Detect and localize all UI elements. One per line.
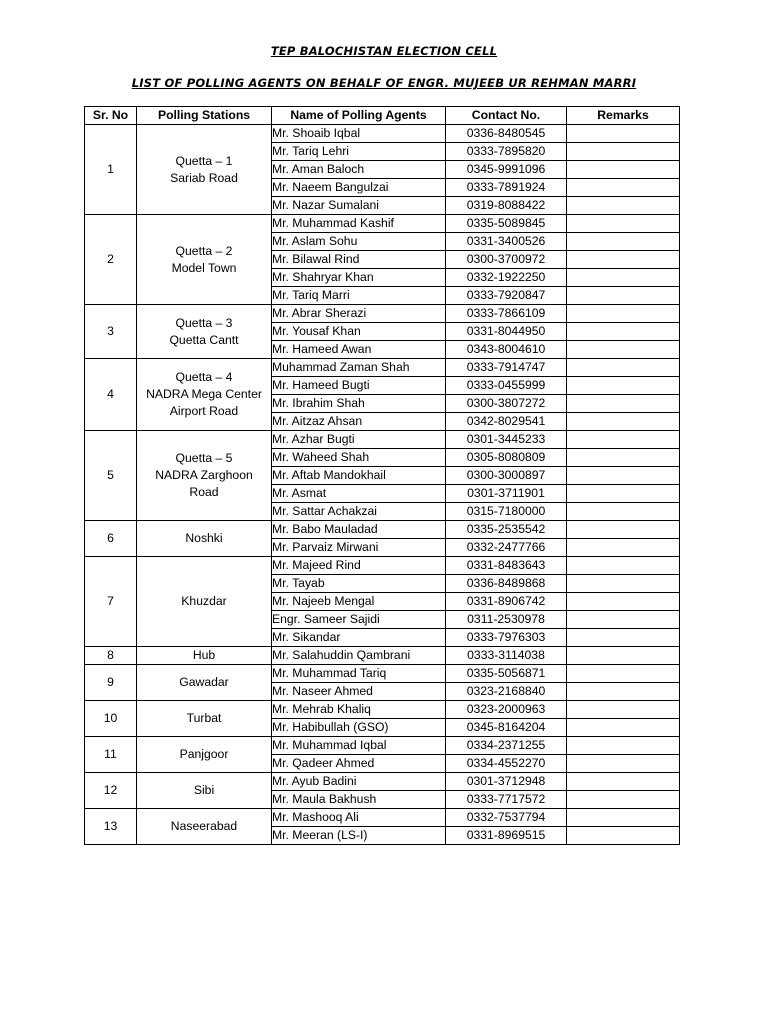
agent-name-cell: Mr. Tayab [272,575,446,593]
serial-number-cell: 9 [85,665,137,701]
agent-name-cell: Mr. Nazar Sumalani [272,197,446,215]
contact-number-cell: 0331-8969515 [446,827,567,845]
remarks-cell [567,323,680,341]
agent-name-cell: Mr. Mashooq Ali [272,809,446,827]
agent-name-cell: Mr. Ibrahim Shah [272,395,446,413]
agent-name-cell: Mr. Parvaiz Mirwani [272,539,446,557]
agent-name-cell: Mr. Muhammad Iqbal [272,737,446,755]
contact-number-cell: 0333-7866109 [446,305,567,323]
remarks-cell [567,359,680,377]
contact-number-cell: 0333-7717572 [446,791,567,809]
polling-station-line: Hub [192,648,216,662]
column-header-agent-name: Name of Polling Agents [272,107,446,125]
contact-number-cell: 0300-3700972 [446,251,567,269]
remarks-cell [567,647,680,665]
polling-station-cell [137,737,272,773]
remarks-cell [567,701,680,719]
polling-station-cell [137,665,272,701]
agent-name-cell: Mr. Hameed Bugti [272,377,446,395]
polling-station-cell [137,647,272,665]
serial-number-cell: 6 [85,521,137,557]
contact-number-cell: 0300-3000897 [446,467,567,485]
remarks-cell [567,233,680,251]
agent-name-cell: Mr. Abrar Sherazi [272,305,446,323]
contact-number-cell: 0300-3807272 [446,395,567,413]
polling-station-line: Quetta Cantt [169,332,239,347]
agent-name-cell: Mr. Aslam Sohu [272,233,446,251]
remarks-cell [567,665,680,683]
polling-station-cell [137,125,272,215]
contact-number-cell: 0333-3114038 [446,647,567,665]
serial-number-cell: 10 [85,701,137,737]
remarks-cell [567,449,680,467]
contact-number-cell: 0332-7537794 [446,809,567,827]
agent-name-cell: Engr. Sameer Sajidi [272,611,446,629]
table-body [85,125,680,845]
agent-name-cell: Mr. Salahuddin Qambrani [272,647,446,665]
table-row [85,215,680,233]
table-row [85,809,680,827]
contact-number-cell: 0333-0455999 [446,377,567,395]
serial-number-cell: 8 [85,647,137,665]
contact-number-cell: 0334-4552270 [446,755,567,773]
agent-name-cell: Mr. Shahryar Khan [272,269,446,287]
remarks-cell [567,431,680,449]
agent-name-cell: Mr. Naseer Ahmed [272,683,446,701]
agent-name-cell: Mr. Qadeer Ahmed [272,755,446,773]
polling-station-cell [137,215,272,305]
agent-name-cell: Mr. Meeran (LS-I) [272,827,446,845]
polling-station-line: Khuzdar [181,594,227,608]
polling-station-cell [137,305,272,359]
serial-number-cell: 5 [85,431,137,521]
remarks-cell [567,413,680,431]
remarks-cell [567,287,680,305]
agent-name-cell: Mr. Majeed Rind [272,557,446,575]
agent-name-cell: Mr. Habibullah (GSO) [272,719,446,737]
agent-name-cell: Mr. Najeeb Mengal [272,593,446,611]
table-row [85,521,680,539]
agent-name-cell: Mr. Yousaf Khan [272,323,446,341]
polling-station-line: Sariab Road [170,170,238,185]
agent-name-cell: Mr. Aitzaz Ahsan [272,413,446,431]
agent-name-cell: Mr. Sattar Achakzai [272,503,446,521]
remarks-cell [567,485,680,503]
contact-number-cell: 0334-2371255 [446,737,567,755]
remarks-cell [567,215,680,233]
serial-number-cell: 7 [85,557,137,647]
table-header-row [85,107,680,125]
polling-station-cell [137,431,272,521]
contact-number-cell: 0315-7180000 [446,503,567,521]
agent-name-cell: Mr. Ayub Badini [272,773,446,791]
polling-station-line: Quetta – 5 [175,451,233,465]
polling-station-cell [137,521,272,557]
agent-name-cell: Mr. Asmat [272,485,446,503]
contact-number-cell: 0331-8906742 [446,593,567,611]
contact-number-cell: 0323-2000963 [446,701,567,719]
remarks-cell [567,593,680,611]
contact-number-cell: 0335-5056871 [446,665,567,683]
table-row [85,737,680,755]
contact-number-cell: 0342-8029541 [446,413,567,431]
remarks-cell [567,377,680,395]
agent-name-cell: Mr. Muhammad Tariq [272,665,446,683]
polling-station-line: NADRA Zarghoon [155,468,253,482]
agent-name-cell: Mr. Waheed Shah [272,449,446,467]
agent-name-cell: Mr. Tariq Lehri [272,143,446,161]
polling-station-line: Naseerabad [170,819,238,833]
remarks-cell [567,197,680,215]
agent-name-cell: Mr. Maula Bakhush [272,791,446,809]
contact-number-cell: 0323-2168840 [446,683,567,701]
contact-number-cell: 0311-2530978 [446,611,567,629]
contact-number-cell: 0335-2535542 [446,521,567,539]
table-row [85,701,680,719]
remarks-cell [567,503,680,521]
document-title: TEP BALOCHISTAN ELECTION CELL [270,44,498,58]
contact-number-cell: 0335-5089845 [446,215,567,233]
agent-name-cell: Mr. Aftab Mandokhail [272,467,446,485]
polling-station-line: NADRA Mega Center [146,387,262,401]
polling-station-cell [137,359,272,431]
contact-number-cell: 0345-9991096 [446,161,567,179]
table-row [85,773,680,791]
remarks-cell [567,395,680,413]
polling-station-line: Quetta – 3 [175,315,233,330]
column-header-sr-no: Sr. No [85,107,137,125]
serial-number-cell: 3 [85,305,137,359]
polling-station-line: Noshki [185,531,223,545]
remarks-cell [567,683,680,701]
agent-name-cell: Mr. Shoaib Iqbal [272,125,446,143]
contact-number-cell: 0305-8080809 [446,449,567,467]
remarks-cell [567,269,680,287]
remarks-cell [567,251,680,269]
polling-station-line: Model Town [171,260,237,275]
agent-name-cell: Mr. Muhammad Kashif [272,215,446,233]
polling-station-line: Panjgoor [179,747,229,761]
contact-number-cell: 0345-8164204 [446,719,567,737]
column-header-contact: Contact No. [446,107,567,125]
contact-number-cell: 0319-8088422 [446,197,567,215]
agent-name-cell: Mr. Tariq Marri [272,287,446,305]
contact-number-cell: 0333-7895820 [446,143,567,161]
contact-number-cell: 0332-2477766 [446,539,567,557]
serial-number-cell: 2 [85,215,137,305]
contact-number-cell: 0343-8004610 [446,341,567,359]
table-row [85,359,680,377]
table-row [85,557,680,575]
remarks-cell [567,809,680,827]
agent-name-cell: Mr. Aman Baloch [272,161,446,179]
polling-station-line: Sibi [193,783,215,797]
column-header-remarks: Remarks [567,107,680,125]
polling-station-line: Airport Road [169,404,239,418]
agent-name-cell: Mr. Azhar Bugti [272,431,446,449]
contact-number-cell: 0333-7914747 [446,359,567,377]
contact-number-cell: 0301-3712948 [446,773,567,791]
polling-station-line: Gawadar [179,675,229,689]
polling-station-cell [137,809,272,845]
table-row [85,305,680,323]
agent-name-cell: Mr. Babo Mauladad [272,521,446,539]
contact-number-cell: 0333-7891924 [446,179,567,197]
polling-station-cell [137,701,272,737]
agent-name-cell: Mr. Mehrab Khaliq [272,701,446,719]
table-row [85,665,680,683]
agent-name-cell: Mr. Bilawal Rind [272,251,446,269]
polling-station-line: Quetta – 1 [175,153,233,168]
remarks-cell [567,305,680,323]
contact-number-cell: 0301-3445233 [446,431,567,449]
remarks-cell [567,467,680,485]
document-subtitle: LIST OF POLLING AGENTS ON BEHALF OF ENGR. MUJEEB UR REHMAN MARRI [131,76,637,90]
agent-name-cell: Mr. Hameed Awan [272,341,446,359]
remarks-cell [567,827,680,845]
table-row [85,431,680,449]
contact-number-cell: 0333-7976303 [446,629,567,647]
serial-number-cell: 4 [85,359,137,431]
polling-station-line: Turbat [186,711,222,725]
contact-number-cell: 0301-3711901 [446,485,567,503]
polling-station-cell [137,773,272,809]
contact-number-cell: 0336-8489868 [446,575,567,593]
agent-name-cell: Mr. Sikandar [272,629,446,647]
remarks-cell [567,161,680,179]
serial-number-cell: 11 [85,737,137,773]
contact-number-cell: 0331-8483643 [446,557,567,575]
remarks-cell [567,557,680,575]
serial-number-cell: 12 [85,773,137,809]
column-header-polling-stations: Polling Stations [137,107,272,125]
remarks-cell [567,179,680,197]
serial-number-cell: 1 [85,125,137,215]
remarks-cell [567,791,680,809]
remarks-cell [567,737,680,755]
remarks-cell [567,629,680,647]
remarks-cell [567,773,680,791]
remarks-cell [567,719,680,737]
contact-number-cell: 0331-3400526 [446,233,567,251]
contact-number-cell: 0333-7920847 [446,287,567,305]
remarks-cell [567,611,680,629]
remarks-cell [567,125,680,143]
remarks-cell [567,575,680,593]
polling-station-line: Quetta – 2 [175,243,233,258]
table-row [85,125,680,143]
polling-agents-table [84,106,680,845]
contact-number-cell: 0336-8480545 [446,125,567,143]
polling-station-cell [137,557,272,647]
table-row [85,647,680,665]
remarks-cell [567,143,680,161]
polling-station-line: Quetta – 4 [175,370,233,384]
remarks-cell [567,755,680,773]
serial-number-cell: 13 [85,809,137,845]
agent-name-cell: Muhammad Zaman Shah [272,359,446,377]
remarks-cell [567,539,680,557]
remarks-cell [567,341,680,359]
contact-number-cell: 0331-8044950 [446,323,567,341]
remarks-cell [567,521,680,539]
contact-number-cell: 0332-1922250 [446,269,567,287]
agent-name-cell: Mr. Naeem Bangulzai [272,179,446,197]
polling-station-line: Road [189,485,219,499]
